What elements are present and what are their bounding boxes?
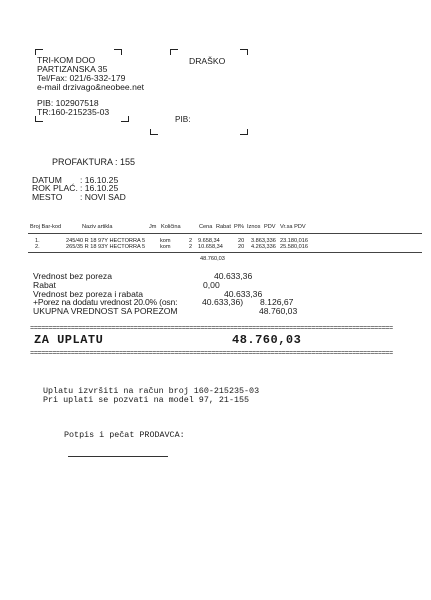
row-vat-rate: 20 [238, 244, 245, 250]
amount-due-value: 48.760,03 [232, 333, 302, 347]
header-unit: Jm [149, 224, 157, 230]
net-value: 40.633,36 [214, 271, 253, 281]
buyer-bracket-tr [240, 49, 248, 55]
after-discount-label: Vrednost bez poreza i rabata [33, 289, 144, 299]
table-header [30, 224, 410, 232]
vat-base: 40.633,36) [202, 297, 244, 307]
header-discount-pct: Pl% [234, 224, 244, 230]
table-rule-top [28, 233, 422, 234]
buyer-bracket-tl [170, 49, 178, 55]
row-no: 1. [35, 238, 40, 244]
payment-instruction: Uplatu izvršiti na račun broj 160-215235-03 [43, 386, 260, 396]
row-qty: 2 [189, 238, 193, 244]
divider-top: ================================================================================================== [30, 326, 393, 333]
header-no: Broj Bar-kod [30, 224, 62, 230]
header-vat: PDV [264, 224, 276, 230]
header-price: Cena [199, 224, 213, 230]
payment-reference: Pri uplati se pozvati na model 97, 21-155 [43, 395, 250, 405]
header-name: Naziv artikla [82, 224, 113, 230]
row-total: 25.580,016 [280, 244, 308, 250]
total-label: UKUPNA VREDNOST SA POREZOM [33, 306, 178, 316]
header-total: Vr.sa PDV [280, 224, 306, 230]
vat-value: 8.126,67 [260, 297, 294, 307]
header-amount: Iznos [247, 224, 261, 230]
due-date-value: : 16.10.25 [80, 183, 119, 193]
row-vat-rate: 20 [238, 238, 245, 244]
table-subtotal: 48.760,03 [200, 256, 225, 262]
net-label: Vrednost bez poreza [33, 271, 112, 281]
discount-label: Rabat [33, 280, 56, 290]
signature-label: Potpis i pečat PRODAVCA: [64, 430, 185, 440]
date-value: : 16.10.25 [80, 175, 119, 185]
header-qty: Količina [161, 224, 181, 230]
buyer-pib-label: PIB: [175, 115, 191, 124]
date-label: DATUM [32, 175, 62, 185]
row-qty: 2 [189, 244, 193, 250]
total-value: 48.760,03 [259, 306, 298, 316]
document-title: PROFAKTURA : 155 [52, 157, 136, 167]
seller-street: PARTIZANSKA 35 [37, 64, 108, 74]
row-amount: 3.863,336 [251, 238, 276, 244]
seller-name: TRI-KOM DOO [37, 55, 96, 65]
buyer-name: DRAŠKO [189, 56, 226, 66]
row-no: 2. [35, 244, 40, 250]
discount-value: 0,00 [203, 280, 220, 290]
seller-account: TR:160-215235-03 [37, 107, 110, 117]
vat-label: +Porez na dodatu vrednost 20.0% (osn: [33, 297, 178, 307]
seller-pib: PIB: 102907518 [37, 98, 99, 108]
row-price: 9.658,34 [198, 238, 220, 244]
seller-phone: Tel/Fax: 021/6-332-179 [37, 73, 126, 83]
row-unit: kom [160, 238, 171, 244]
buyer-bracket-bl [150, 129, 158, 135]
place-label: MESTO [32, 192, 63, 202]
divider-bottom: ================================================================================================== [30, 351, 393, 358]
table-row [30, 244, 410, 251]
signature-line [68, 456, 168, 457]
row-name: 245/40 R 18 97Y HECTORRA 5 [66, 238, 146, 244]
seller-bracket-br [121, 116, 129, 122]
due-date-label: ROK PLAĆ. [32, 183, 78, 193]
after-discount-value: 40.633,36 [224, 289, 263, 299]
seller-email: e-mail drzivago&neobee.net [37, 82, 145, 92]
header-discount: Rabat [216, 224, 231, 230]
buyer-bracket-br [240, 129, 248, 135]
row-amount: 4.263,336 [251, 244, 276, 250]
row-price: 10.658,34 [198, 244, 223, 250]
row-name: 265/35 R 18 93Y HECTORRA 5 [66, 244, 146, 250]
place-value: : NOVI SAD [80, 192, 126, 202]
amount-due-label: ZA UPLATU [34, 333, 104, 347]
row-total: 23.180,016 [280, 238, 308, 244]
table-rule-bottom [28, 252, 422, 253]
seller-bracket-tr [114, 49, 122, 55]
row-unit: kom [160, 244, 171, 250]
